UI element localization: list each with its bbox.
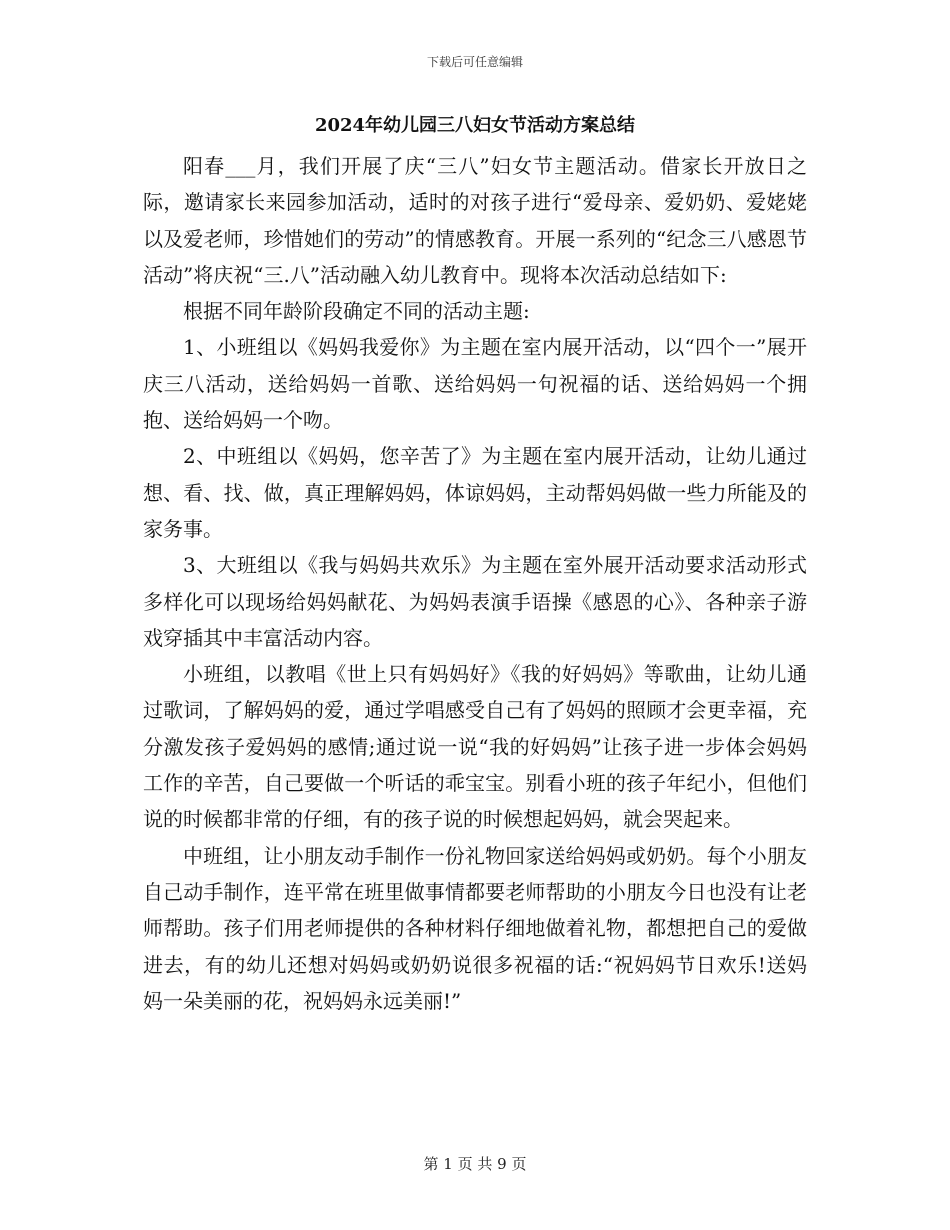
paragraph-intro: 阳春___月，我们开展了庆“三八”妇女节主题活动。借家长开放日之际，邀请家长来园参加活动，适时的对孩子进行“爱母亲、爱奶奶、爱姥姥以及爱老师，珍惜她们的劳动”的情感教育。开展一系列的“纪念三八感恩节活动”将庆祝“三.八”活动融入幼儿教育中。现将本次活动总结如下: (143, 154, 807, 287)
page-number: 第 1 页 共 9 页 (423, 1155, 527, 1173)
paragraph-large-class-theme: 3、大班组以《我与妈妈共欢乐》为主题在室外展开活动要求活动形式多样化可以现场给妈妈献花、为妈妈表演手语操《感恩的心》、各种亲子游戏穿插其中丰富活动内容。 (143, 553, 807, 650)
paragraph-small-class-theme: 1、小班组以《妈妈我爱你》为主题在室内展开活动，以“四个一”展开庆三八活动，送给妈妈一首歌、送给妈妈一句祝福的话、送给妈妈一个拥抱、送给妈妈一个吻。 (143, 335, 807, 433)
header-note: 下载后可任意编辑 (426, 55, 523, 69)
paragraph-middle-class-summary: 中班组，让小朋友动手制作一份礼物回家送给妈妈或奶奶。每个小朋友自己动手制作，连平常在班里做事情都要老师帮助的小朋友今日也没有让老师帮助。孩子们用老师提供的各种材料仔细地做着礼物，都想把自己的爱做进去，有的幼儿还想对妈妈或奶奶说很多祝福的话:“祝妈妈节日欢乐!送妈妈一朵美丽的花，祝妈妈永远美丽!” (143, 843, 807, 1013)
document-title: 2024年幼儿园三八妇女节活动方案总结 (314, 115, 636, 136)
paragraph-middle-class-theme: 2、中班组以《妈妈，您辛苦了》为主题在室内展开活动，让幼儿通过想、看、找、做，真正理解妈妈，体谅妈妈，主动帮妈妈做一些力所能及的家务事。 (143, 444, 807, 541)
paragraph-small-class-summary: 小班组，以教唱《世上只有妈妈好》《我的好妈妈》等歌曲，让幼儿通过歌词，了解妈妈的爱，通过学唱感受自己有了妈妈的照顾才会更幸福，充分激发孩子爱妈妈的感情;通过说一说“我的好妈妈”让孩子进一步体会妈妈工作的辛苦，自己要做一个听话的乖宝宝。别看小班的孩子年纪小，但他们说的时候都非常的仔细，有的孩子说的时候想起妈妈，就会哭起来。 (143, 662, 807, 832)
paragraph-theme-intro: 根据不同年龄阶段确定不同的活动主题: (183, 299, 530, 324)
document-body (143, 148, 807, 1019)
